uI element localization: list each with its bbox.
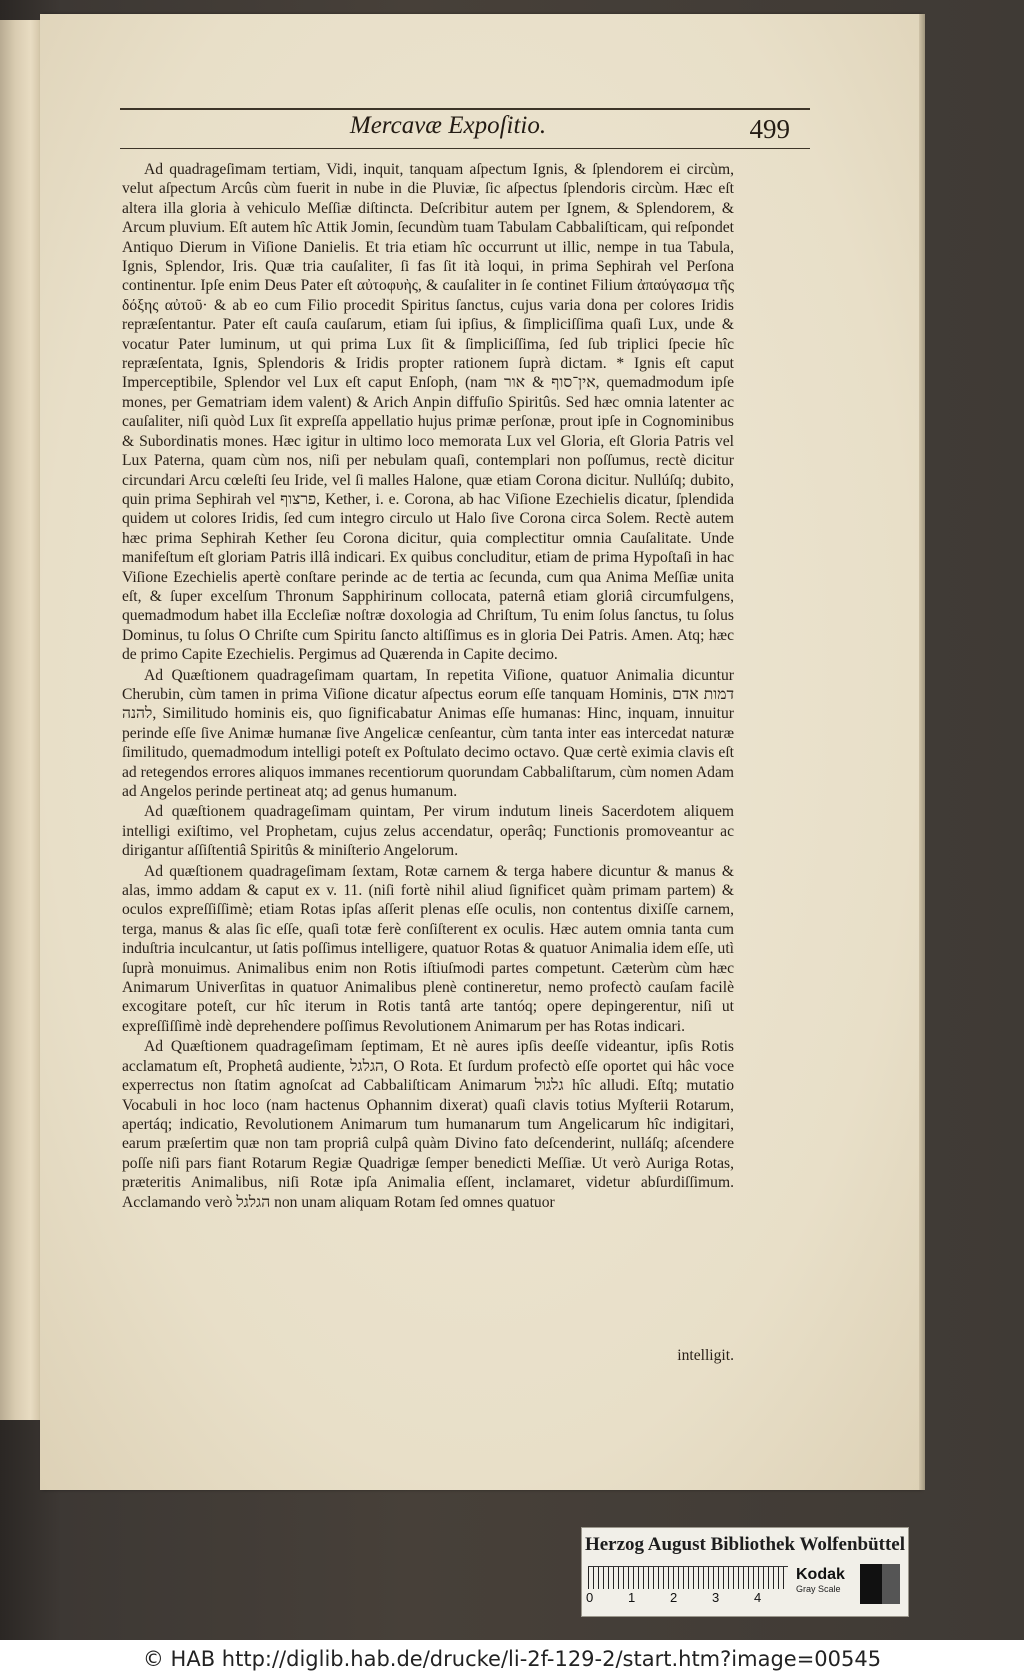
paragraph: Ad quadrageſimam tertiam, Vidi, inquit, tanquam aſpectum Ignis, & ſplendorem ei circùm, velut aſpectum Arcûs cùm fuerit in nube in die Pluviæ, ſic aſpectus ſplendoris circùm. Hæc eſt altera illa gloria à vehiculo Meſſiæ diſtincta. Deſcribitur autem per Ignem, & Splendorem, & Arcum pluvium. Eſt autem hîc Attik Jomin, ſecundùm tuam Tabulam Cabbaliſticam, qui reſpondet Antiquo Dierum in Viſione Danielis. Et tria etiam hîc occurrunt ut illic, nempe in tua Tabula, Ignis, Splendor, Iris. Quæ tria cauſaliter, ſi fas ſit ità loqui, in prima Sephirah vel Perſona continentur. Ipſe enim Deus Pater eſt αὐτοφυὴς, & cauſaliter in ſe continet Filium ἀπαύγασμα τῆς δόξης αὐτοῦ· & ab eo cum Filio procedit Spiritus ſanctus, cujus varia dona per colores Iridis repræſentantur. Pater eſt cauſa cauſarum, etiam ſui ipſius, & ſimpliciſſima quaſi Lux, unde & vocatur Pater luminum, ut qui prima Lux ſit & ſimpliciſſima, ſed ſub triplici ſpecie hîc repræſentata, Ignis, Splendoris & Iridis propter rationem ſuprà dictam. * Ignis eſt caput Imperceptibile, Splendor vel Lux eſt caput Enſoph, (nam אין־סוף & אור, quemadmodum ipſe mones, per Gematriam idem valent) & Arich Anpin diffuſio Spiritûs. Sed hæc omnia latenter ac cauſaliter, niſi quòd Lux ſit expreſſa appellatio hujus primæ perſonæ, prout ipſe in Cognominibus & Subordinatis mones. Hæc igitur in ultimo loco memorata Lux vel Gloria, eſt Gloria Patris vel Lux Paterna, quam cùm nos, niſi per nebulam quaſi, contemplari non poſſumus, rectè dicitur circundari Arcu cœleſti ſeu Iride, vel ſi malles Halone, quæ etiam Corona dicitur. Nullúſq; dubito, quin prima Sephirah vel פרצוף, Kether, i. e. Corona, ab hac Viſione Ezechielis dicatur, ſplendida quidem ut colores Iridis, ſed cum integro circulo ut Halo ſive Corona circa Solem. Rectè autem hæc prima Sephirah Kether ſeu Corona dicitur, quia complectitur omnia Cauſalitate. Unde manifeſtum eſt gloriam Patris illâ indicari. Ex quibus concluditur, etiam de prima Hypoſtaſi in hac Viſione Ezechielis apertè conſtare perinde ac de tertia ac ſecunda, cum qua Anima Meſſiæ unita eſt, & ſuper excelſum Thronum Sapphirinum collocata, paternâ etiam gloriâ circumfulgens, quemadmodum habet illa Eccleſiæ noſtræ doxologia ad Chriſtum, Tu enim ſolus ſanctus, tu ſolus Dominus, tu ſolus O Chriſte cum Spiritu ſancto altiſſimus es in gloria Dei Patris. Amen. Atq; hæc de primo Capite Ezechielis. Pergimus ad Quærenda in Capite decimo. bbox=[122, 161, 735, 664]
body-text bbox=[122, 160, 734, 1212]
header-rule-top bbox=[120, 108, 810, 110]
paragraph: Ad Quæſtionem quadrageſimam ſeptimam, Et nè aures ipſis deeſſe videantur, ipſis Rotis acclamatum eſt, Prophetâ audiente, הגלגל, O Rota. Et ſurdum profectò eſſe oportet qui hâc voce experrectus non ſtatim agnoſcat ad Cabbaliſticam Animarum גלגול hîc alludi. Eſtq; mutatio Vocabuli in hoc loco (nam hactenus Ophannim dixerat) quaſi clavis totius Myſterii Rotarum, apertáq; indicatio, Revolutionem Animarum tum humanarum tum Angelicarum hîc indigitari, earum præſertim quæ non tam propriâ culpâ quàm Divino fato deſcenderint, nulláſq; aſcendere poſſe niſi pars fiant Rotarum Regiæ Quadrigæ ſemper benedicti Meſſiæ. Ut verò Auriga Rotas, præteritis Animalibus, niſi Rotæ ipſa Animalia eſſent, inclamaret, videtur abſurdiſſimum. Acclamando verò הגלגל non unam aliquam Rotam ſed omnes quatuor bbox=[122, 1038, 734, 1211]
ruler-number: 0 bbox=[586, 1590, 594, 1605]
ruler-number: 1 bbox=[628, 1590, 636, 1605]
ruler-number: 2 bbox=[670, 1590, 678, 1605]
scale-ruler bbox=[588, 1566, 788, 1589]
library-name: Herzog August Bibliothek Wolfenbüttel bbox=[584, 1534, 906, 1555]
paragraph: Ad quæſtionem quadrageſimam ſextam, Rotæ carnem & terga habere dicuntur & manus & alas, immo addam & caput ex v. 11. (niſi fortè nihil aliud ſignificet quàm primam partem) & oculos expreſſiſſimè; etiam Rotas ipſas aſſerit plenas eſſe oculis, non contentus dixiſſe carnem, terga, manus & alas ſic eſſe, quaſi totæ ferè conſiſterent ex oculis. Hæc autem omnia tanta cum induſtria inculcantur, ut ſatis poſſimus intelligere, quatuor Rotas & quatuor Animalia idem eſſe, utì ſuprà monuimus. Animalibus enim non Rotis iſtiuſmodi partes competunt. Cæterùm cùm hæc Animarum Univerſitas in quatuor Animalibus plenè contineretur, nemo profectò cauſam facilè excogitare poteſt, cur hîc iterum in Rotis tantâ arte tantóq; opere depingerentur, niſi ut expreſſiſſimè indè deprehendere poſſimus Revolutionem Animarum per has Rotas indicari. bbox=[122, 862, 734, 1035]
header-rule-bottom bbox=[120, 148, 810, 149]
page-number: 499 bbox=[749, 114, 790, 144]
ruler-numbers bbox=[586, 1590, 796, 1608]
footer-bar bbox=[0, 1640, 1024, 1680]
paragraph: Ad quæſtionem quadrageſimam quintam, Per virum indutum lineis Sacerdotem aliquem intelligi exiſtimo, vel Prophetam, cujus zelus accendatur, operâq; Functionis promoveantur ac dirigantur aſſiſtentiâ Spiritûs & miniſterio Angelorum. bbox=[122, 803, 734, 860]
ruler-number: 4 bbox=[754, 1590, 762, 1605]
running-title: Mercavæ Expoſitio. bbox=[349, 112, 547, 139]
ruler-number: 3 bbox=[712, 1590, 720, 1605]
kodak-label bbox=[796, 1566, 856, 1602]
gray-scale-patch bbox=[860, 1564, 900, 1604]
catchword: intelligit. bbox=[677, 1347, 734, 1364]
footer-credit: © HAB http://diglib.hab.de/drucke/li-2f-129-2/start.htm?image=00545 bbox=[142, 1647, 882, 1671]
kodak-brand: Kodak bbox=[796, 1566, 845, 1583]
paragraph: Ad Quæſtionem quadrageſimam quartam, In repetita Viſione, quatuor Animalia dicuntur Cherubin, cùm tamen in prima Viſione dicatur aſpectus eorum eſſe tanquam Hominis, דמות אדם להנה, Similitudo hominis eis, quo ſignificabatur Animas eſſe humanas: Hinc, inquam, innuitur perinde eſſe ſive Animæ humanæ ſive Angelicæ cenſeantur, cùm tanta inter eas intercedat naturæ ſimilitudo, quemadmodum intelligi poteſt ex Poſtulato decimo octavo. Quæ certè eximia clavis eſt ad retegendos errores aliquos immanes recentiorum quorundam Cabbaliſtarum, cùm nomen Adam ad Angelos perinde pertineat atq; ad genus humanum. bbox=[122, 666, 735, 800]
page-fore-edge bbox=[919, 14, 925, 1490]
kodak-gray-scale: Gray Scale bbox=[796, 1584, 841, 1594]
color-target-card bbox=[581, 1527, 909, 1617]
